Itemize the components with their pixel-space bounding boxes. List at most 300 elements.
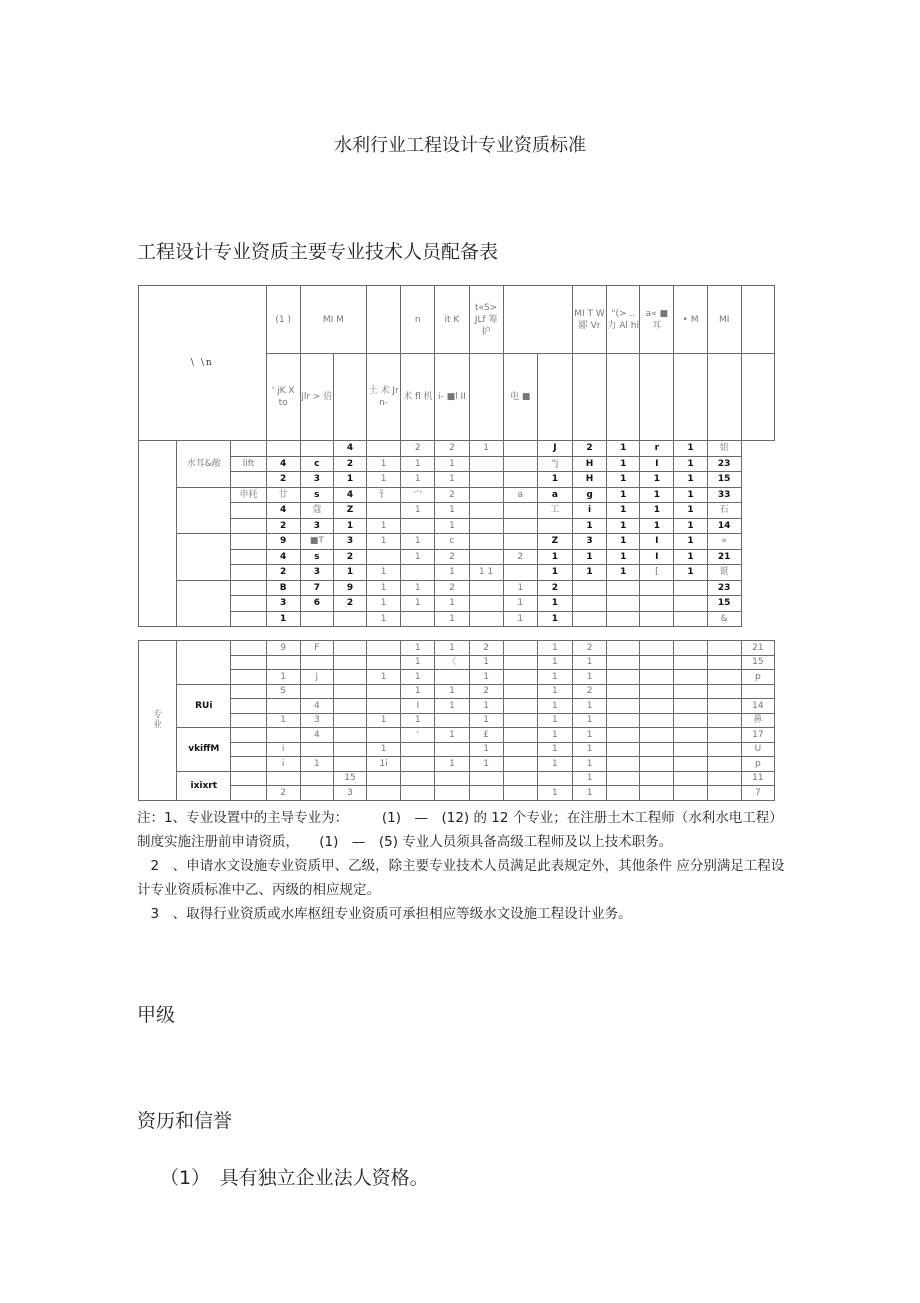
table-cell: 1: [572, 565, 606, 581]
table-cell: [333, 670, 366, 685]
table-cell: [435, 742, 469, 757]
table-cell: 1: [401, 684, 435, 699]
table-cell: i: [266, 757, 300, 772]
table-cell: [503, 534, 537, 550]
table-cell: 1: [607, 565, 640, 581]
table-cell: [607, 742, 640, 757]
row-sub-label: [231, 472, 266, 488]
column-header: [367, 286, 401, 354]
table-cell: [503, 699, 537, 714]
table-cell: [640, 699, 674, 714]
table-cell: 2: [333, 456, 366, 472]
table-cell: [367, 549, 401, 565]
table-cell: 1: [674, 534, 707, 550]
table-cell: 4: [300, 699, 333, 714]
table-cell: I: [640, 456, 674, 472]
table-cell: [607, 713, 640, 728]
table-cell: 1: [435, 728, 469, 743]
table-cell: 1: [367, 670, 401, 685]
table-cell: 1: [674, 503, 707, 519]
table-cell: [300, 684, 333, 699]
table-cell: [469, 472, 503, 488]
row-sub-label: [231, 786, 266, 801]
table-cell: 2: [435, 580, 469, 596]
table-cell: 2: [572, 641, 606, 656]
table-cell: Z: [537, 534, 572, 550]
table-cell: 钅: [367, 487, 401, 503]
table-cell: H: [572, 456, 606, 472]
table-cell: 2: [266, 472, 300, 488]
table-cell: 1: [607, 534, 640, 550]
table-cell: 3: [333, 786, 366, 801]
table-cell: 1: [674, 565, 707, 581]
table-cell: [674, 611, 707, 627]
table-cell: 1: [401, 713, 435, 728]
column-header: a« ■ 耳: [640, 286, 674, 354]
table-row: [139, 699, 775, 714]
table-cell: 1: [367, 580, 401, 596]
table-cell: U: [741, 742, 774, 757]
table-cell: 3: [572, 534, 606, 550]
table-cell: J: [537, 441, 572, 457]
table-cell: c: [300, 456, 333, 472]
table-cell: [503, 518, 537, 534]
table-cell: 6: [300, 596, 333, 612]
column-subheader: [640, 354, 674, 441]
table-cell: 1: [401, 534, 435, 550]
table-cell: [503, 684, 537, 699]
table-cell: 1: [333, 518, 366, 534]
table-cell: 1: [674, 441, 707, 457]
table-cell: [640, 596, 674, 612]
table-cell: [401, 757, 435, 772]
table-cell: [607, 699, 640, 714]
table-cell: »: [707, 534, 741, 550]
table-cell: 1: [300, 757, 333, 772]
table-row: [139, 580, 775, 596]
row-sub-label: [231, 596, 266, 612]
row-sub-label: [231, 641, 266, 656]
table-cell: c: [435, 534, 469, 550]
table-cell: 7: [300, 580, 333, 596]
table-cell: 1: [607, 487, 640, 503]
column-header: it K: [435, 286, 469, 354]
table-cell: 4: [300, 728, 333, 743]
table-cell: [707, 655, 741, 670]
table-cell: 1: [537, 596, 572, 612]
table-cell: [333, 742, 366, 757]
table-cell: [674, 742, 707, 757]
table-cell: [674, 757, 707, 772]
table-cell: [640, 611, 674, 627]
column-subheader: [469, 354, 503, 441]
table-cell: 23: [707, 580, 741, 596]
table-cell: g: [572, 487, 606, 503]
table-cell: [607, 655, 640, 670]
table-cell: [503, 441, 537, 457]
table-cell: 2: [266, 786, 300, 801]
table-cell: [607, 641, 640, 656]
table-cell: 1: [435, 596, 469, 612]
table-cell: 宀: [401, 487, 435, 503]
table-cell: s: [300, 487, 333, 503]
table-cell: 1: [367, 713, 401, 728]
table-row: [139, 670, 775, 685]
table-cell: 1: [367, 518, 401, 534]
table-cell: [300, 771, 333, 786]
column-subheader: ' jK X to: [266, 354, 300, 441]
table-cell: [333, 655, 366, 670]
side-label: 专 业: [139, 641, 177, 801]
column-subheader: jlr > 倍: [300, 354, 333, 441]
table-cell: 1: [572, 742, 606, 757]
table-cell: [333, 728, 366, 743]
column-subheader: [674, 354, 707, 441]
row-sub-label: lift: [231, 456, 266, 472]
table-cell: 1: [640, 503, 674, 519]
table-cell: 1: [572, 786, 606, 801]
table-cell: 1: [266, 713, 300, 728]
table-cell: [707, 742, 741, 757]
column-header: [741, 286, 774, 354]
table-cell: [572, 611, 606, 627]
table-row: [139, 742, 775, 757]
row-group-label: 水耳&敞: [177, 441, 231, 488]
table-cell: [401, 565, 435, 581]
table-cell: 廿: [266, 487, 300, 503]
table-cell: 2: [333, 549, 366, 565]
table-cell: 1: [537, 699, 572, 714]
table-cell: 1: [333, 472, 366, 488]
table-cell: 4: [333, 487, 366, 503]
table-cell: I: [640, 534, 674, 550]
table-cell: 1: [537, 611, 572, 627]
table-cell: 1: [503, 611, 537, 627]
table-cell: H: [572, 472, 606, 488]
table-cell: [503, 670, 537, 685]
table-cell: 15: [707, 596, 741, 612]
table-cell: i: [266, 742, 300, 757]
table-cell: 1: [401, 596, 435, 612]
table-cell: [435, 670, 469, 685]
table-row: [139, 771, 775, 786]
table-row: [139, 611, 775, 627]
column-header: (1 ): [266, 286, 300, 354]
table-cell: [707, 641, 741, 656]
table-cell: [707, 757, 741, 772]
table-cell: 1: [572, 728, 606, 743]
table-cell: [300, 441, 333, 457]
column-subheader: [333, 354, 366, 441]
column-subheader: [741, 354, 774, 441]
table-cell: 1: [367, 596, 401, 612]
table-cell: 1: [266, 611, 300, 627]
table-cell: 1: [367, 534, 401, 550]
column-header: MI: [707, 286, 741, 354]
table-cell: 1: [640, 472, 674, 488]
table-cell: [300, 786, 333, 801]
table-cell: 1: [503, 596, 537, 612]
table-cell: [607, 580, 640, 596]
table-cell: [469, 786, 503, 801]
table-cell: [640, 728, 674, 743]
table-cell: [537, 518, 572, 534]
table-cell: [537, 771, 572, 786]
table-cell: 1: [537, 713, 572, 728]
table-cell: 1: [435, 456, 469, 472]
table-cell: [333, 641, 366, 656]
table-cell: [401, 786, 435, 801]
table-cell: [367, 771, 401, 786]
table-cell: 1: [435, 611, 469, 627]
table-corner-cell: \ \n: [139, 286, 267, 441]
table-cell: 1: [401, 456, 435, 472]
table-cell: [707, 771, 741, 786]
table-cell: 1: [607, 518, 640, 534]
table-cell: [503, 503, 537, 519]
table-cell: 1: [674, 456, 707, 472]
table-cell: [674, 786, 707, 801]
table-row: [139, 655, 775, 670]
table-cell: [640, 713, 674, 728]
table-cell: 1: [503, 580, 537, 596]
table-cell: 1: [469, 757, 503, 772]
staffing-table-top: [138, 285, 775, 627]
table-cell: [674, 641, 707, 656]
table-cell: [469, 771, 503, 786]
table-row: [139, 472, 775, 488]
table-cell: [503, 655, 537, 670]
row-group-label: [177, 534, 231, 581]
table-cell: 4: [333, 441, 366, 457]
column-subheader: 土 术 Jr n-: [367, 354, 401, 441]
table-cell: [367, 728, 401, 743]
table-cell: [469, 456, 503, 472]
table-cell: 33: [707, 487, 741, 503]
table-cell: 1: [572, 518, 606, 534]
table-cell: [707, 713, 741, 728]
table-cell: [367, 786, 401, 801]
table-cell: [333, 757, 366, 772]
row-sub-label: [231, 655, 266, 670]
table-cell: [469, 580, 503, 596]
table-row: [139, 786, 775, 801]
table-cell: [640, 786, 674, 801]
table-row: [139, 456, 775, 472]
table-cell: 4: [266, 456, 300, 472]
table-cell: [367, 641, 401, 656]
table-cell: 1: [572, 655, 606, 670]
table-cell: 17: [741, 728, 774, 743]
table-cell: [333, 611, 366, 627]
table-cell: 1: [607, 441, 640, 457]
table-cell: [503, 771, 537, 786]
table-cell: 1: [435, 757, 469, 772]
table-cell: [674, 699, 707, 714]
table-cell: 1: [537, 670, 572, 685]
table-cell: 1: [607, 549, 640, 565]
table-cell: 9: [266, 641, 300, 656]
heading-grade-a: 甲级: [137, 1004, 176, 1026]
table-cell: [607, 596, 640, 612]
table-cell: [674, 771, 707, 786]
table-row: [139, 487, 775, 503]
table-row: [139, 441, 775, 457]
table-cell: 1: [469, 742, 503, 757]
table-cell: [503, 641, 537, 656]
table-cell: 1: [537, 565, 572, 581]
table-cell: [435, 771, 469, 786]
table-cell: 1: [435, 503, 469, 519]
row-sub-label: [231, 611, 266, 627]
table-cell: 2: [266, 565, 300, 581]
table-cell: 1: [607, 503, 640, 519]
column-subheader: [572, 354, 606, 441]
table-cell: 姐: [707, 441, 741, 457]
row-sub-label: [231, 684, 266, 699]
table-cell: 2: [469, 641, 503, 656]
table-cell: 4: [266, 549, 300, 565]
table-cell: 2: [266, 518, 300, 534]
table-cell: [333, 699, 366, 714]
table-cell: [607, 728, 640, 743]
table-cell: 21: [741, 641, 774, 656]
table-cell: 2: [537, 580, 572, 596]
table-cell: 诞: [707, 565, 741, 581]
table-cell: [333, 684, 366, 699]
table-cell: I: [401, 699, 435, 714]
table-cell: [435, 786, 469, 801]
table-cell: [469, 534, 503, 550]
table-cell: 2: [503, 549, 537, 565]
table-cell: Z: [333, 503, 366, 519]
table-cell: &: [707, 611, 741, 627]
table-cell: 1: [572, 549, 606, 565]
table-row: [139, 565, 775, 581]
table-cell: [640, 742, 674, 757]
staffing-table-bottom: [138, 640, 775, 801]
table-cell: [707, 786, 741, 801]
table-cell: 1: [469, 699, 503, 714]
table-row: [139, 684, 775, 699]
table-cell: 1: [537, 472, 572, 488]
table-cell: 15: [741, 655, 774, 670]
row-sub-label: [231, 742, 266, 757]
table-cell: [503, 757, 537, 772]
table-cell: [503, 742, 537, 757]
table-cell: 2: [572, 441, 606, 457]
column-subheader: [707, 354, 741, 441]
document-title: 水利行业工程设计专业资质标准: [334, 135, 586, 156]
table-cell: 1: [266, 670, 300, 685]
table-notes: [137, 806, 787, 926]
table-cell: 1: [537, 757, 572, 772]
table-cell: 1: [367, 742, 401, 757]
table-cell: 1: [435, 684, 469, 699]
table-cell: [607, 670, 640, 685]
note-3: 3 、取得行业资质或水库枢纽专业资质可承担相应等级水文设施工程设计业务。: [137, 906, 632, 922]
table-cell: [572, 580, 606, 596]
table-cell: F: [300, 641, 333, 656]
column-header: n: [401, 286, 435, 354]
table-cell: 1: [401, 472, 435, 488]
table-cell: 1: [674, 549, 707, 565]
table-cell: [401, 518, 435, 534]
table-cell: [607, 786, 640, 801]
table-cell: p: [741, 670, 774, 685]
table-cell: 14: [741, 699, 774, 714]
table-cell: 1: [401, 580, 435, 596]
column-subheader: [607, 354, 640, 441]
table-cell: ': [401, 728, 435, 743]
table-cell: 工: [537, 503, 572, 519]
table-cell: 1: [435, 565, 469, 581]
table-cell: [640, 641, 674, 656]
header-row: [139, 286, 775, 354]
table-cell: 1: [333, 565, 366, 581]
row-sub-label: [231, 670, 266, 685]
table-cell: [640, 757, 674, 772]
table-row: [139, 596, 775, 612]
table-cell: [367, 655, 401, 670]
table-cell: [503, 728, 537, 743]
table-cell: 15: [333, 771, 366, 786]
table-cell: 1: [640, 518, 674, 534]
row-sub-label: [231, 518, 266, 534]
table-cell: 1: [469, 655, 503, 670]
table-cell: [707, 684, 741, 699]
column-subheader: [537, 354, 572, 441]
table-cell: 3: [300, 472, 333, 488]
table-cell: [367, 684, 401, 699]
row-group-cell: [139, 441, 177, 627]
row-group-label: vkiffM: [177, 728, 231, 772]
row-sub-label: [231, 699, 266, 714]
table-cell: 1: [435, 641, 469, 656]
table-cell: ■T: [300, 534, 333, 550]
table-row: [139, 641, 775, 656]
row-sub-label: [231, 771, 266, 786]
table-cell: 鼻: [741, 713, 774, 728]
table-cell: [607, 757, 640, 772]
heading-qualification: 资历和信誉: [137, 1110, 233, 1132]
column-header: • M: [674, 286, 707, 354]
table-cell: 1: [674, 487, 707, 503]
column-header: "(> .. 力 Al hi: [607, 286, 640, 354]
table-cell: 1: [401, 549, 435, 565]
table-cell: i: [572, 503, 606, 519]
row-group-label: [177, 641, 231, 685]
table-row: [139, 757, 775, 772]
table-cell: 1: [435, 518, 469, 534]
column-subheader: 电 ■: [503, 354, 537, 441]
table-cell: 2: [469, 684, 503, 699]
table-cell: p: [741, 757, 774, 772]
table-cell: 3: [300, 713, 333, 728]
table-cell: [674, 684, 707, 699]
row-sub-label: [231, 713, 266, 728]
table-cell: 1: [607, 472, 640, 488]
table-row: [139, 728, 775, 743]
table-cell: 2: [435, 441, 469, 457]
table-cell: 1: [367, 611, 401, 627]
table-cell: [266, 441, 300, 457]
table-cell: r: [640, 441, 674, 457]
table-cell: [469, 596, 503, 612]
table-cell: I: [640, 549, 674, 565]
row-sub-label: [231, 580, 266, 596]
table-cell: [707, 670, 741, 685]
